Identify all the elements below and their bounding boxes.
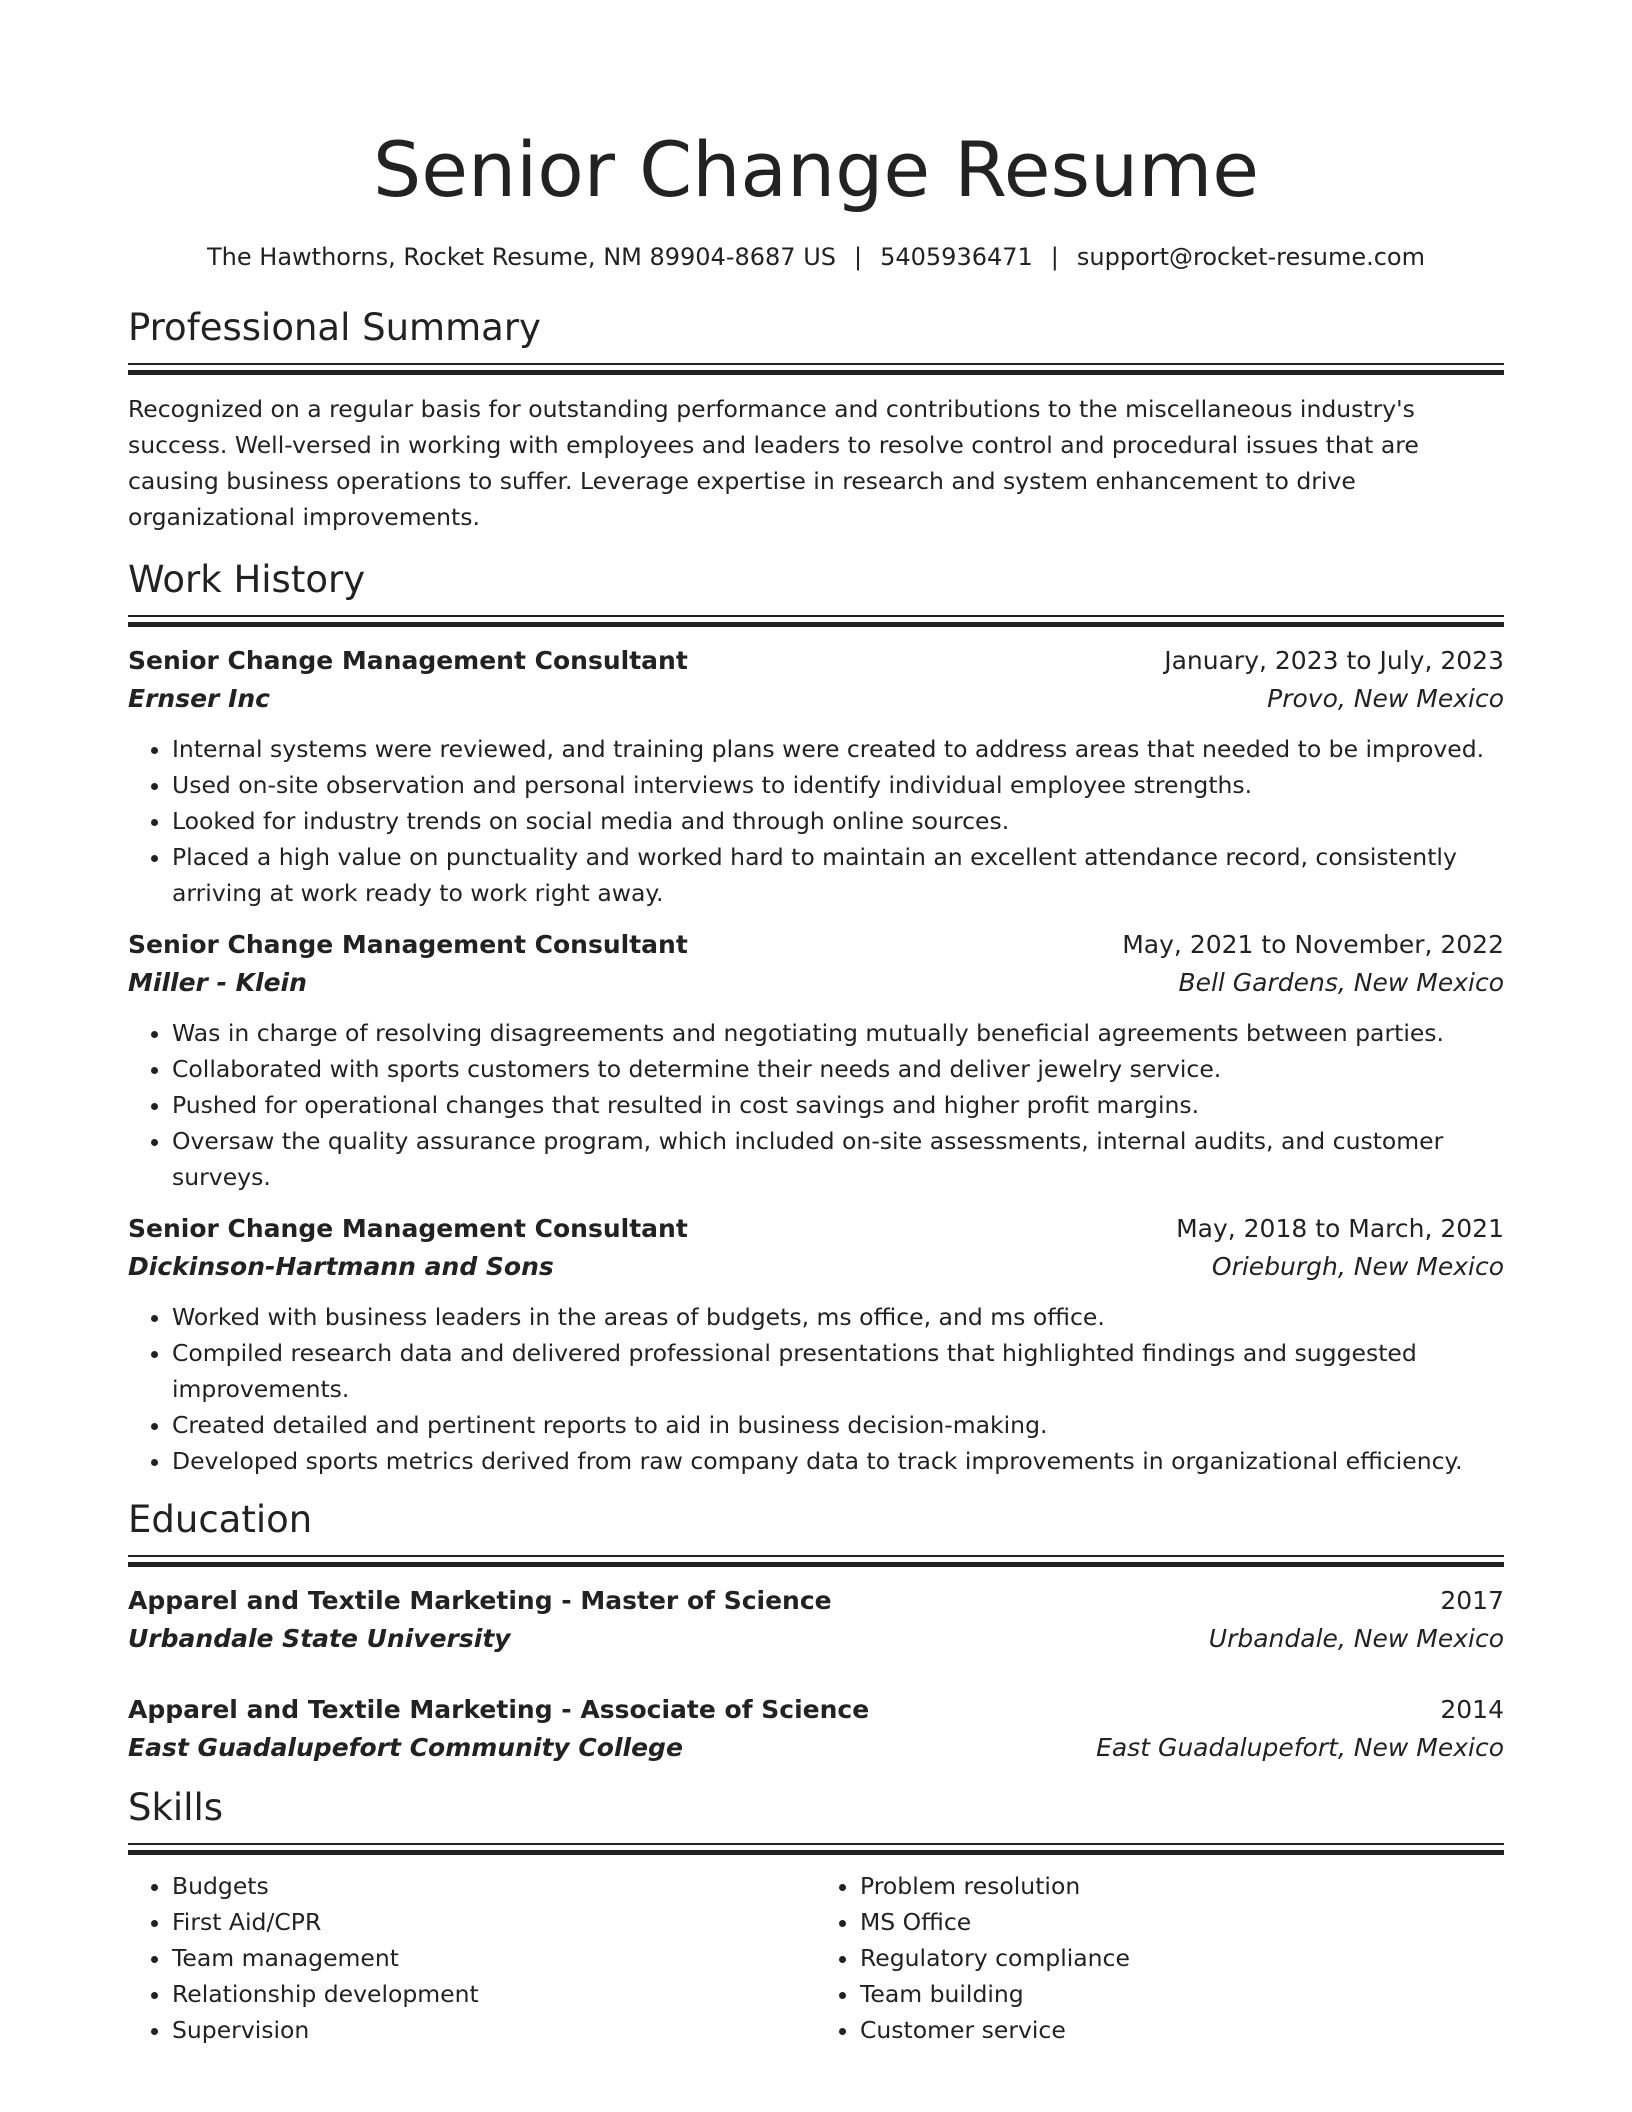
contact-separator: | xyxy=(1050,243,1059,271)
job-bullets xyxy=(128,1015,1504,1195)
contact-address: The Hawthorns, Rocket Resume, NM 89904-8687 US xyxy=(207,243,836,271)
job-company: Miller - Klein xyxy=(128,968,307,997)
education-degree: Apparel and Textile Marketing - Associate of Science xyxy=(128,1695,870,1724)
education-section xyxy=(128,1497,1504,1767)
list-item: • Oversaw the quality assurance program, which included on-site assessments, internal audits, and customer surveys. xyxy=(172,1123,1504,1195)
section-heading-work-history: Work History xyxy=(128,558,366,601)
list-item: • Developed sports metrics derived from raw company data to track improvements in organizational efficiency. xyxy=(172,1443,1504,1479)
education-school-row xyxy=(128,1729,1504,1767)
skills-list-left xyxy=(128,1868,816,2048)
contact-email: support@rocket-resume.com xyxy=(1076,243,1425,271)
education-degree: Apparel and Textile Marketing - Master of Science xyxy=(128,1586,832,1615)
list-item: • Collaborated with sports customers to determine their needs and deliver jewelry service. xyxy=(172,1051,1504,1087)
summary-text: Recognized on a regular basis for outstanding performance and contributions to the miscellaneous industry's success. Well-versed in working with employees and leaders to resolve control and procedural issues that are causing business operations to suffer. Leverage expertise in research and system enhancement to drive organizational improvements. xyxy=(128,395,1419,531)
job-location: Provo, New Mexico xyxy=(1267,684,1504,713)
list-item: • Budgets xyxy=(172,1868,816,1904)
section-heading-summary: Professional Summary xyxy=(128,306,541,349)
education-location: Urbandale, New Mexico xyxy=(1208,1624,1504,1653)
section-divider xyxy=(128,1843,1504,1855)
section-divider xyxy=(128,615,1504,627)
list-item: • Customer service xyxy=(860,2012,1504,2048)
education-school: Urbandale State University xyxy=(128,1624,511,1653)
job-bullets xyxy=(128,731,1504,911)
job-dates: January, 2023 to July, 2023 xyxy=(1164,646,1504,675)
job-company-row xyxy=(128,680,1504,718)
job-location: Bell Gardens, New Mexico xyxy=(1178,968,1504,997)
job-entry xyxy=(128,926,1504,1195)
list-item: • Team building xyxy=(860,1976,1504,2012)
education-school: East Guadalupefort Community College xyxy=(128,1733,683,1762)
list-item: • Supervision xyxy=(172,2012,816,2048)
section-heading-skills: Skills xyxy=(128,1786,224,1829)
job-bullets xyxy=(128,1299,1504,1479)
education-entry xyxy=(128,1691,1504,1767)
job-title: Senior Change Management Consultant xyxy=(128,646,688,675)
list-item: • Internal systems were reviewed, and training plans were created to address areas that needed to be improved. xyxy=(172,731,1504,767)
resume-title: Senior Change Resume xyxy=(372,125,1260,214)
work-history-section xyxy=(128,557,1504,1479)
list-item: • Created detailed and pertinent reports to aid in business decision-making. xyxy=(172,1407,1504,1443)
skills-list-right xyxy=(816,1868,1504,2048)
list-item: • Placed a high value on punctuality and worked hard to maintain an excellent attendance record, consistently arriving at work ready to work right away. xyxy=(172,839,1504,911)
job-location: Orieburgh, New Mexico xyxy=(1211,1252,1504,1281)
section-divider xyxy=(128,363,1504,375)
job-company-row xyxy=(128,964,1504,1002)
job-header-row xyxy=(128,926,1504,964)
list-item: • MS Office xyxy=(860,1904,1504,1940)
job-company: Dickinson-Hartmann and Sons xyxy=(128,1252,554,1281)
list-item: • First Aid/CPR xyxy=(172,1904,816,1940)
job-dates: May, 2018 to March, 2021 xyxy=(1176,1214,1504,1243)
list-item: • Regulatory compliance xyxy=(860,1940,1504,1976)
list-item: • Problem resolution xyxy=(860,1868,1504,1904)
contact-phone: 5405936471 xyxy=(880,243,1033,271)
list-item: • Pushed for operational changes that resulted in cost savings and higher profit margins. xyxy=(172,1087,1504,1123)
list-item: • Relationship development xyxy=(172,1976,816,2012)
skills-section xyxy=(128,1785,1504,2048)
job-title: Senior Change Management Consultant xyxy=(128,1214,688,1243)
section-divider xyxy=(128,1555,1504,1567)
job-entry xyxy=(128,642,1504,911)
education-entry xyxy=(128,1582,1504,1658)
job-header-row xyxy=(128,642,1504,680)
list-item: • Compiled research data and delivered professional presentations that highlighted findings and suggested improvements. xyxy=(172,1335,1504,1407)
job-title: Senior Change Management Consultant xyxy=(128,930,688,959)
skills-columns xyxy=(128,1855,1504,2048)
list-item: • Looked for industry trends on social media and through online sources. xyxy=(172,803,1504,839)
contact-line xyxy=(128,241,1504,273)
job-dates: May, 2021 to November, 2022 xyxy=(1122,930,1504,959)
list-item: • Worked with business leaders in the areas of budgets, ms office, and ms office. xyxy=(172,1299,1504,1335)
section-heading-education: Education xyxy=(128,1498,313,1541)
job-company-row xyxy=(128,1248,1504,1286)
job-entry xyxy=(128,1210,1504,1479)
education-location: East Guadalupefort, New Mexico xyxy=(1096,1733,1504,1762)
education-header-row xyxy=(128,1691,1504,1729)
list-item: • Was in charge of resolving disagreements and negotiating mutually beneficial agreements between parties. xyxy=(172,1015,1504,1051)
job-company: Ernser Inc xyxy=(128,684,270,713)
education-year: 2017 xyxy=(1440,1586,1504,1615)
summary-section xyxy=(128,305,1504,535)
job-header-row xyxy=(128,1210,1504,1248)
education-header-row xyxy=(128,1582,1504,1620)
list-item: • Team management xyxy=(172,1940,816,1976)
contact-separator: | xyxy=(854,243,863,271)
list-item: • Used on-site observation and personal interviews to identify individual employee strengths. xyxy=(172,767,1504,803)
education-school-row xyxy=(128,1620,1504,1658)
education-year: 2014 xyxy=(1440,1695,1504,1724)
